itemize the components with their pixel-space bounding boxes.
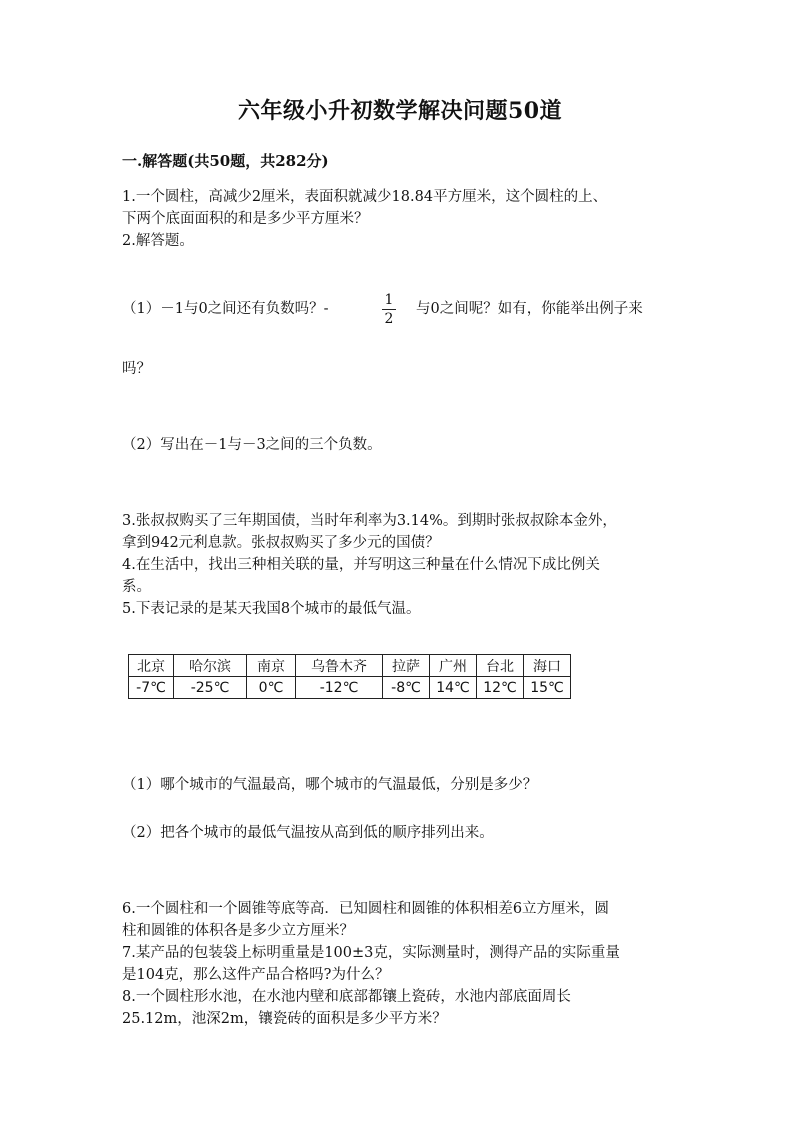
q2-part1-after: 与0之间呢？如有，你能举出例子来 <box>416 301 643 317</box>
city-cell: 海口 <box>524 655 571 677</box>
q7-line2: 是104克，那么这件产品合格吗?为什么？ <box>122 967 390 983</box>
q7-line1: 7.某产品的包装袋上标明重量是100±3克，实际测量时，测得产品的实际重量 <box>122 945 620 961</box>
q5-part2: （2）把各个城市的最低气温按从高到低的顺序排列出来。 <box>122 825 494 841</box>
section-heading: 一.解答题(共50题，共282分) <box>122 152 329 170</box>
q2-part2: （2）写出在－1与－3之间的三个负数。 <box>122 437 382 453</box>
document-title: 六年级小升初数学解决问题50道 <box>237 98 563 124</box>
temperature-table <box>128 654 571 699</box>
q3-line1: 3.张叔叔购买了三年期国债，当时年利率为3.14%。到期时张叔叔除本金外， <box>122 513 617 529</box>
q1-line1: 1.一个圆柱，高减少2厘米，表面积就减少18.84平方厘米，这个圆柱的上、 <box>122 189 608 205</box>
fraction-numerator: 1 <box>384 292 394 308</box>
fraction-one-half <box>380 292 398 327</box>
city-cell: 北京 <box>129 655 174 677</box>
city-cell: 乌鲁木齐 <box>296 655 383 677</box>
table-row-cities <box>129 655 571 677</box>
temp-cell: 0℃ <box>247 677 296 699</box>
q1-line2: 下两个底面面积的和是多少平方厘米？ <box>122 211 369 227</box>
temp-cell: -7℃ <box>129 677 174 699</box>
temp-cell: 15℃ <box>524 677 571 699</box>
temp-cell: 12℃ <box>477 677 524 699</box>
q5-heading: 5.下表记录的是某天我国8个城市的最低气温。 <box>122 601 421 617</box>
q2-heading: 2.解答题。 <box>122 233 194 249</box>
city-cell: 哈尔滨 <box>174 655 247 677</box>
temp-cell: -12℃ <box>296 677 383 699</box>
q5-part1: （1）哪个城市的气温最高，哪个城市的气温最低，分别是多少？ <box>122 777 538 793</box>
temp-cell: -8℃ <box>383 677 430 699</box>
q3-line2: 拿到942元利息款。张叔叔购买了多少元的国债？ <box>122 535 440 551</box>
city-cell: 广州 <box>430 655 477 677</box>
city-cell: 台北 <box>477 655 524 677</box>
table-row-temps <box>129 677 571 699</box>
city-cell: 拉萨 <box>383 655 430 677</box>
q4-line1: 4.在生活中，找出三种相关联的量，并写明这三种量在什么情况下成比例关 <box>122 557 600 573</box>
q2-part1-cont: 吗？ <box>122 361 151 377</box>
q8-line1: 8.一个圆柱形水池，在水池内壁和底部都镶上瓷砖，水池内部底面周长 <box>122 989 571 1005</box>
q6-line2: 柱和圆锥的体积各是多少立方厘米？ <box>122 923 354 939</box>
q8-line2: 25.12m，池深2m，镶瓷砖的面积是多少平方米？ <box>122 1011 447 1027</box>
temp-cell: 14℃ <box>430 677 477 699</box>
temp-cell: -25℃ <box>174 677 247 699</box>
fraction-denominator: 2 <box>384 311 394 327</box>
q4-line2: 系。 <box>122 579 151 595</box>
q6-line1: 6.一个圆柱和一个圆锥等底等高．已知圆柱和圆锥的体积相差6立方厘米，圆 <box>122 901 610 917</box>
fraction-bar <box>382 309 396 310</box>
q2-part1-before: （1）－1与0之间还有负数吗？- <box>122 301 329 317</box>
city-cell: 南京 <box>247 655 296 677</box>
